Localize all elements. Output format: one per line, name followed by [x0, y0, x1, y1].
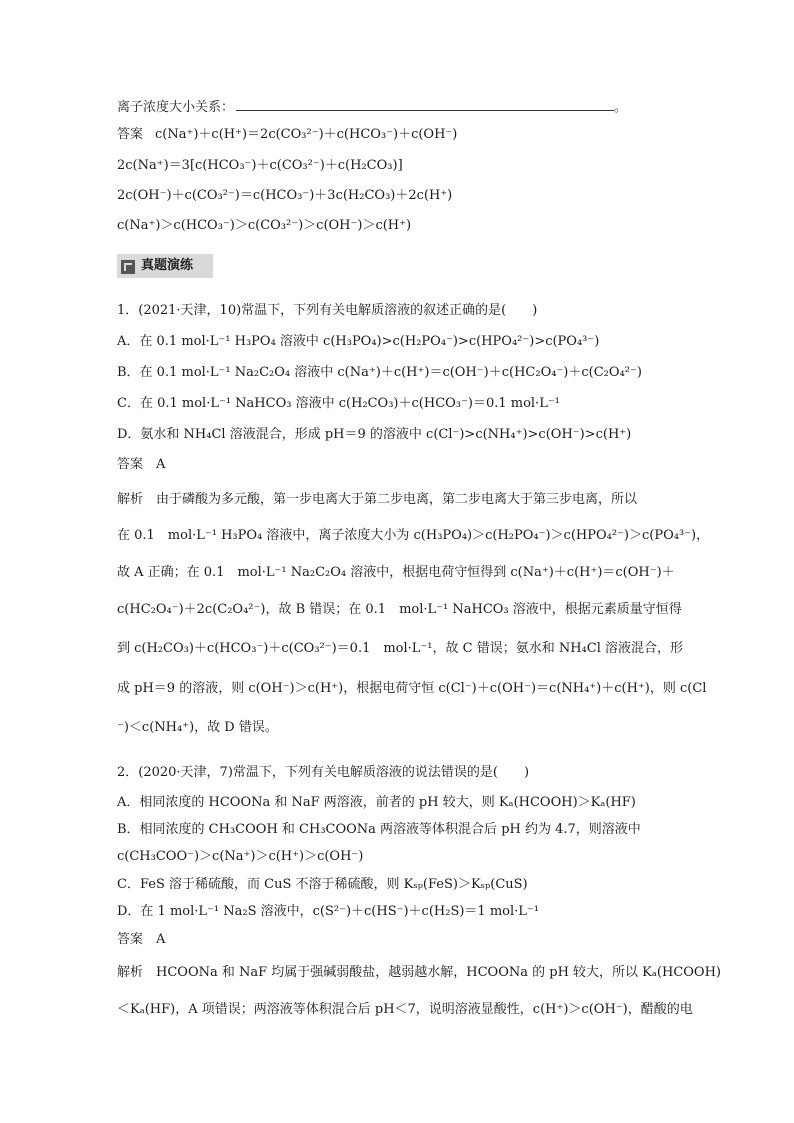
ionic-relation-line — [117, 96, 627, 117]
ionic-relation-end: 。 — [614, 100, 628, 115]
q1-analysis-2: 在 0.1 mol·L⁻¹ H₃PO₄ 溶液中，离子浓度大小为 c(H₃PO₄)＞c(H₂PO₄⁻)＞c(HPO₄²⁻)＞c(PO₄³⁻)， — [117, 528, 710, 543]
ionic-relation-label: 离子浓度大小关系： — [117, 100, 235, 115]
q1-answer: 答案 A — [117, 457, 166, 472]
q1-analysis-3: 故 A 正确；在 0.1 mol·L⁻¹ Na₂C₂O₄ 溶液中，根据电荷守恒得到 c(Na⁺)＋c(H⁺)＝c(OH⁻)＋ — [117, 565, 675, 580]
answer-label: 答案 — [117, 127, 144, 142]
q2-answer: 答案 A — [117, 932, 166, 947]
q1-analysis-4: c(HC₂O₄⁻)＋2c(C₂O₄²⁻)，故 B 错误；在 0.1 mol·L⁻¹ NaHCO₃ 溶液中，根据元素质量守恒得 — [117, 602, 682, 617]
q2-option-a: A．相同浓度的 HCOONa 和 NaF 两溶液，前者的 pH 较大，则 Kₐ(HCOOH)＞Kₐ(HF) — [117, 795, 636, 810]
answer-line-3: 2c(OH⁻)＋c(CO₃²⁻)＝c(HCO₃⁻)＋3c(H₂CO₃)＋2c(H⁺) — [117, 188, 453, 203]
section-title: 真题演练 — [141, 258, 194, 273]
answer-line-4: c(Na⁺)＞c(HCO₃⁻)＞c(CO₃²⁻)＞c(OH⁻)＞c(H⁺) — [117, 218, 412, 233]
q1-option-b: B．在 0.1 mol·L⁻¹ Na₂C₂O₄ 溶液中 c(Na⁺)＋c(H⁺)＝c(OH⁻)＋c(HC₂O₄⁻)＋c(C₂O₄²⁻) — [117, 365, 642, 380]
answer-line-2: 2c(Na⁺)＝3[c(HCO₃⁻)＋c(CO₃²⁻)＋c(H₂CO₃)] — [117, 158, 403, 173]
q1-option-c: C．在 0.1 mol·L⁻¹ NaHCO₃ 溶液中 c(H₂CO₃)＋c(HCO₃⁻)＝0.1 mol·L⁻¹ — [117, 396, 560, 411]
section-square-icon — [121, 259, 135, 273]
answer-equation: c(Na⁺)＋c(H⁺)＝2c(CO₃²⁻)＋c(HCO₃⁻)＋c(OH⁻) — [155, 127, 458, 142]
answer-blank — [236, 96, 614, 111]
q2-analysis-1: 解析 HCOONa 和 NaF 均属于强碱弱酸盐，越弱越水解，HCOONa 的 pH 较大，所以 Kₐ(HCOOH) — [117, 965, 721, 980]
q2-option-b: B．相同浓度的 CH₃COOH 和 CH₃COONa 两溶液等体积混合后 pH 约为 4.7，则溶液中 — [117, 822, 641, 837]
q2-analysis-2: ＜Kₐ(HF)，A 项错误；两溶液等体积混合后 pH＜7，说明溶液显酸性，c(H⁺)＞c(OH⁻)，醋酸的电 — [117, 1002, 693, 1017]
q1-analysis-6: 成 pH＝9 的溶液，则 c(OH⁻)＞c(H⁺)，根据电荷守恒 c(Cl⁻)＋c(OH⁻)＝c(NH₄⁺)＋c(H⁺)，则 c(Cl — [117, 681, 707, 696]
q2-option-c: C．FeS 溶于稀硫酸，而 CuS 不溶于稀硫酸，则 Kₛₚ(FeS)＞Kₛₚ(CuS) — [117, 877, 528, 892]
q2-option-b-cont: c(CH₃COO⁻)＞c(Na⁺)＞c(H⁺)＞c(OH⁻) — [117, 849, 364, 864]
q1-option-d: D．氨水和 NH₄Cl 溶液混合，形成 pH＝9 的溶液中 c(Cl⁻)>c(NH₄⁺)>c(OH⁻)>c(H⁺) — [117, 427, 632, 442]
q1-option-a: A．在 0.1 mol·L⁻¹ H₃PO₄ 溶液中 c(H₃PO₄)>c(H₂PO₄⁻)>c(HPO₄²⁻)>c(PO₄³⁻) — [117, 334, 600, 349]
q1-analysis-5: 到 c(H₂CO₃)＋c(HCO₃⁻)＋c(CO₃²⁻)＝0.1 mol·L⁻¹，故 C 错误；氨水和 NH₄Cl 溶液混合，形 — [117, 641, 684, 656]
q1-stem: 1．(2021·天津，10)常温下，下列有关电解质溶液的叙述正确的是( ) — [117, 303, 538, 318]
section-header — [117, 254, 213, 278]
q1-analysis-1: 解析 由于磷酸为多元酸，第一步电离大于第二步电离，第二步电离大于第三步电离，所以 — [117, 492, 638, 507]
answer-line-1 — [117, 126, 457, 144]
q2-stem: 2．(2020·天津，7)常温下，下列有关电解质溶液的说法错误的是( ) — [117, 765, 530, 780]
q1-analysis-7: ⁻)＜c(NH₄⁺)，故 D 错误。 — [117, 720, 278, 735]
q2-option-d: D．在 1 mol·L⁻¹ Na₂S 溶液中，c(S²⁻)＋c(HS⁻)＋c(H₂S)＝1 mol·L⁻¹ — [117, 904, 539, 919]
